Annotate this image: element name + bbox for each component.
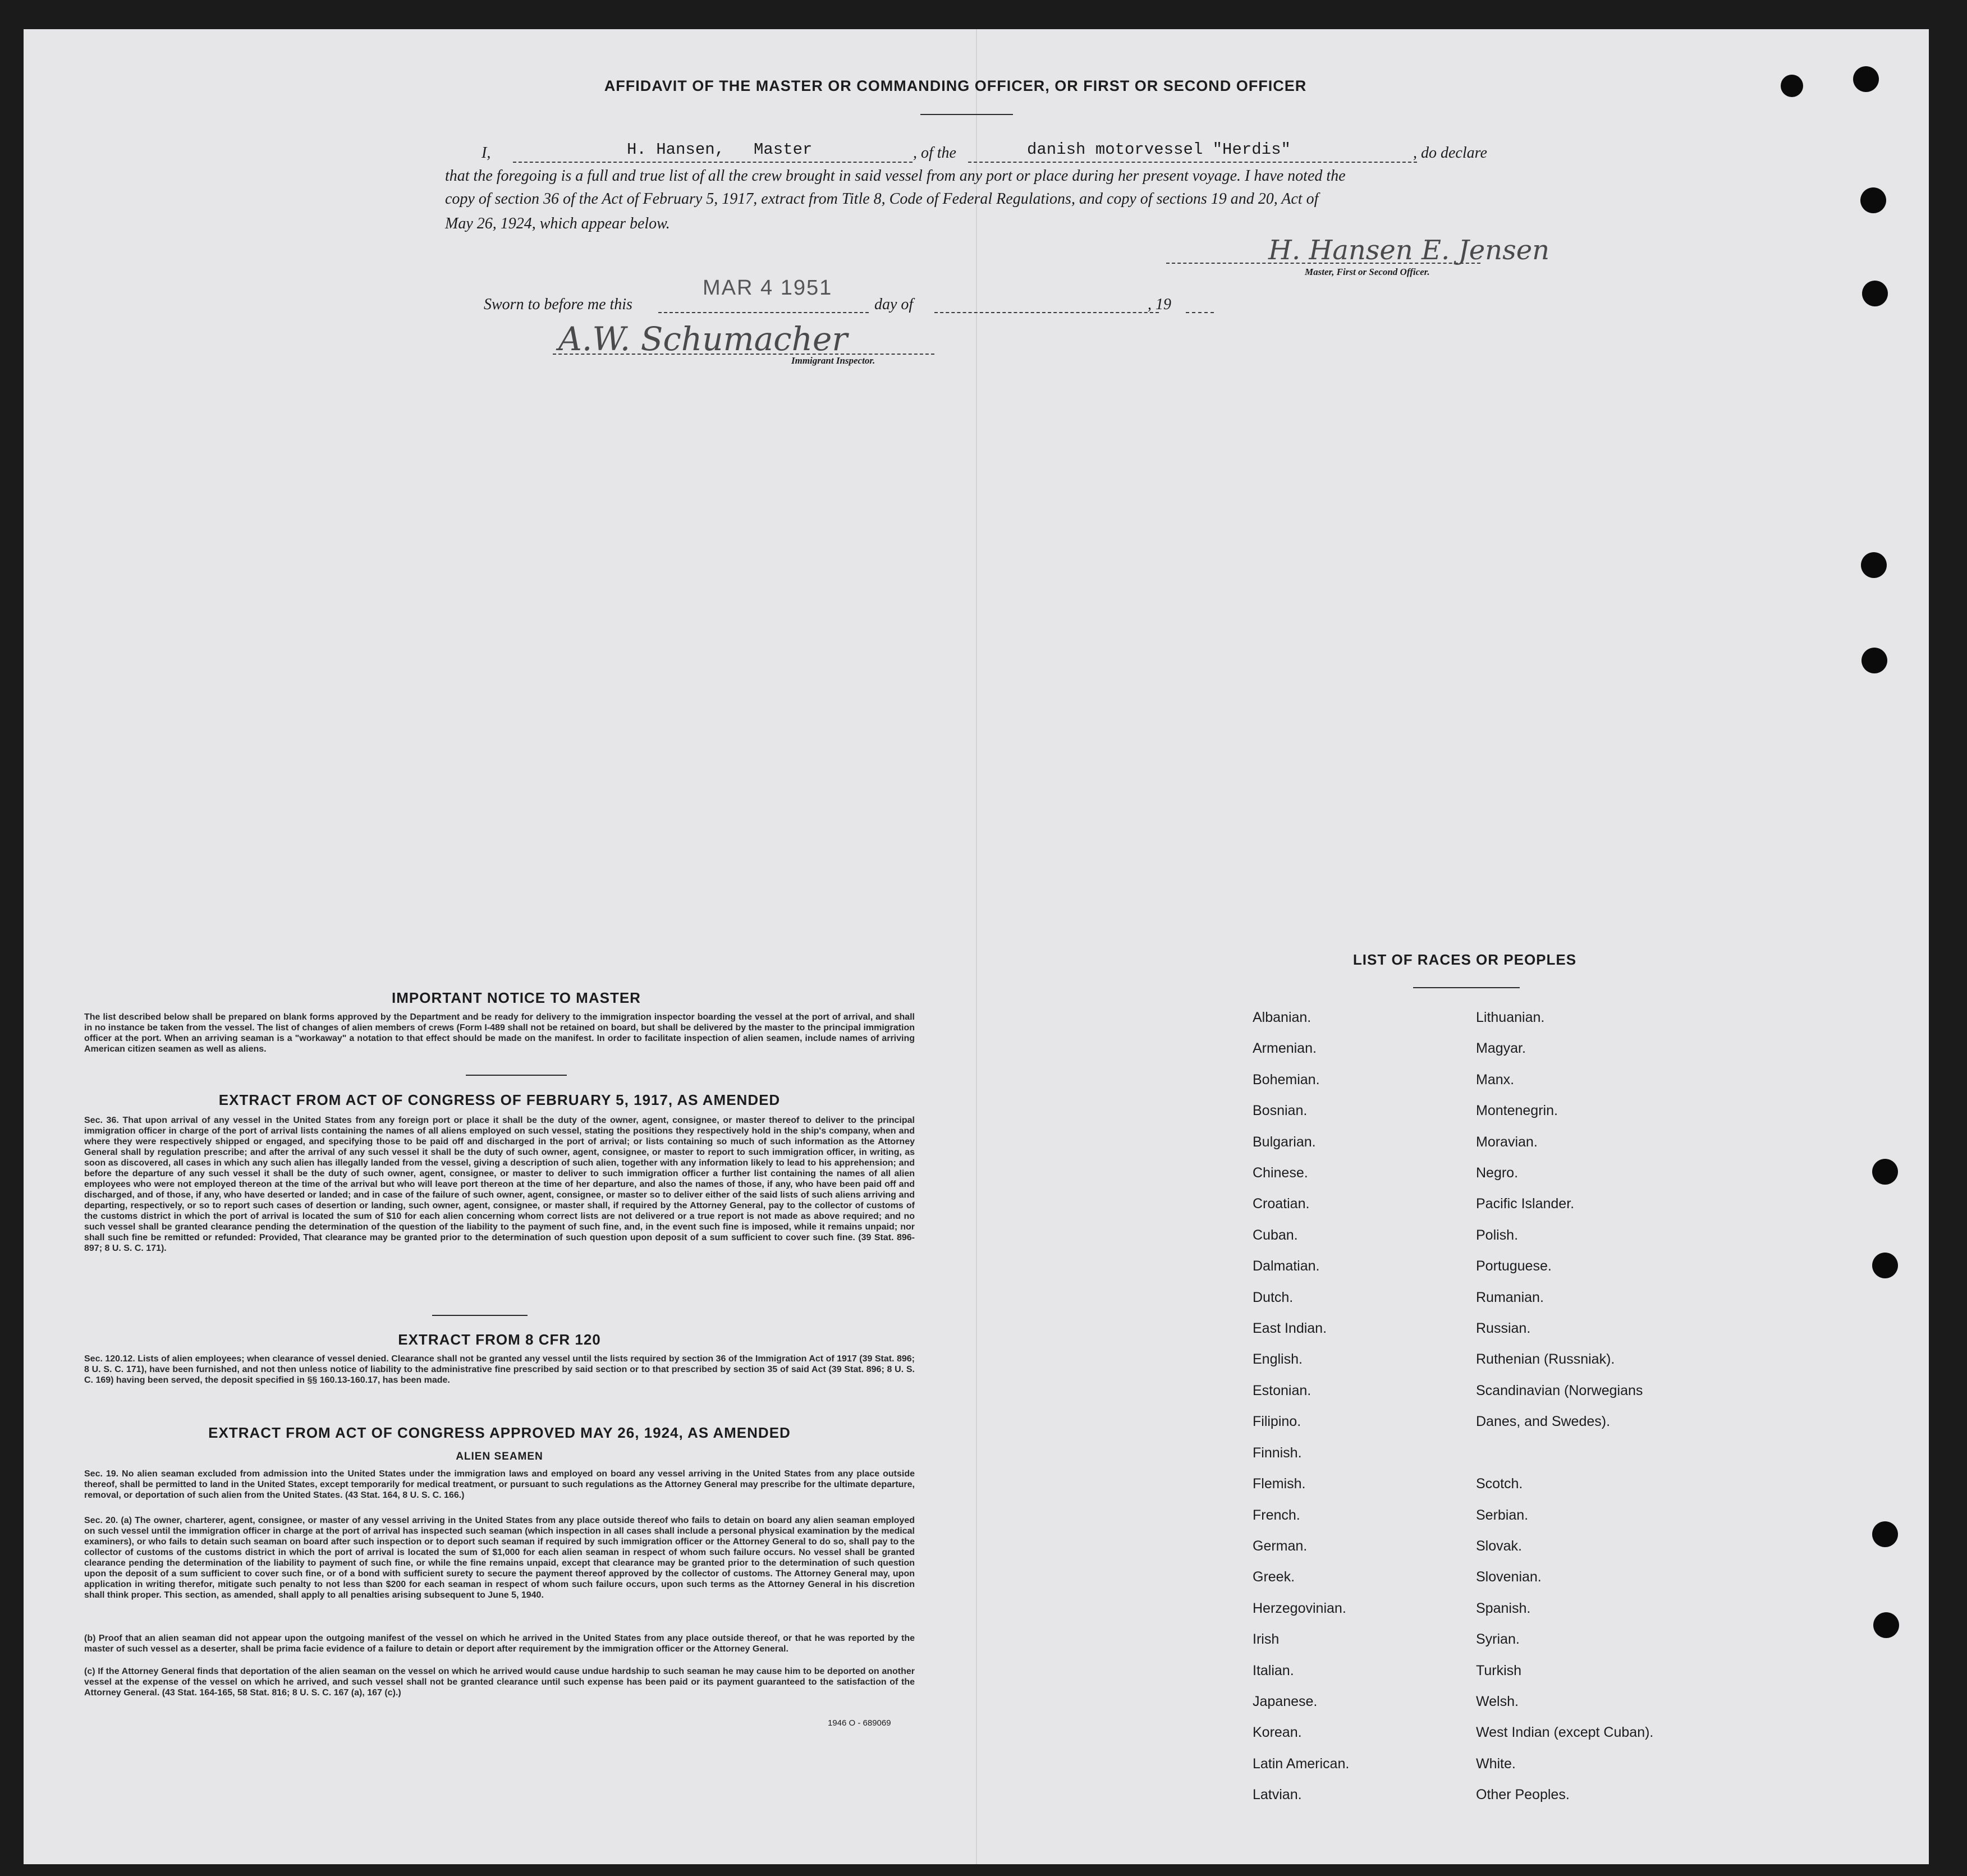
race-item: East Indian. [1253,1320,1327,1337]
races-divider [1413,987,1520,988]
race-item: Cuban. [1253,1227,1298,1243]
race-item: Dutch. [1253,1289,1294,1305]
punch-hole [1860,187,1886,213]
cfr-text: Sec. 120.12. Lists of alien employees; when clearance of vessel denied. Clearance shall not be granted any vessel until the lists required by section 36 of the Immigration Act of 1917 (39 Stat. 896; 8 U. S. C. 171), have been furnished, and not then unless notice of liability to the administrative fine prescribed by said section or to that prescribed by section 35 of said Act (39 Stat. 896; 8 U. S. C. 169) having been served, the deposit specified in §§ 160.13-160.17, has been made. [84,1354,915,1385]
race-item: Portuguese. [1476,1258,1552,1274]
race-item: French. [1253,1507,1300,1523]
race-item: Greek. [1253,1569,1295,1585]
print-code: 1946 O - 689069 [828,1718,891,1728]
race-item: English. [1253,1351,1303,1368]
race-item: Finnish. [1253,1444,1302,1461]
punch-hole [1872,1521,1898,1547]
sec20c-text: (c) If the Attorney General finds that deportation of the alien seaman on the vessel on which he arrived would cause undue hardship to such seaman he may cause him to be deported on another vessel at the expense of the vessel on which he arrived, and such vessel shall not be granted clearance until such expense has been paid or its payment guaranteed to the satisfaction of the Attorney General. (43 Stat. 164-165, 58 Stat. 816; 8 U. S. C. 167 (a), 167 (c).) [84,1667,915,1698]
master-name: H. Hansen, [627,140,725,159]
divider [432,1315,528,1316]
race-item: Manx. [1476,1071,1515,1088]
master-rank: Master [754,140,813,159]
punch-hole [1861,648,1887,673]
punch-hole [1872,1253,1898,1278]
race-item: Other Peoples. [1476,1787,1570,1803]
of-label: , of the [913,144,956,162]
punch-hole [1781,75,1803,97]
affidavit-line3: copy of section 36 of the Act of February 5, 1917, extract from Title 8, Code of Federal Regulations, and copy of sections 19 and 20, Act of [445,190,1319,208]
line1-prefix: I, [482,144,491,162]
race-item: Lithuanian. [1476,1010,1545,1025]
day-of-label: day of [874,296,914,313]
date-stamp: MAR 4 1951 [703,276,833,300]
race-item: Armenian. [1253,1040,1317,1057]
race-item: Italian. [1253,1662,1294,1678]
sec20a-text: Sec. 20. (a) The owner, charterer, agent, consignee, or master of any vessel arriving in the United States from any place outside thereof who fails to detain on board any alien seaman employed on such vessel until the immigration officer in charge at the port of arrival has inspected such seaman (which inspection in all cases shall include a personal physical examination by the medical examiners), or who fails to detain such seaman on board after such inspection or to deport such seaman if required by such immigration officer or the Attorney General to do so, shall pay to the collector of customs of the customs district in which the port of arrival is located the sum of $1,000 for each alien seaman in respect of whom such failure occurs. No vessel shall be granted clearance pending the determination of the liability to payment of such fine, or while the fine remains unpaid, except that clearance may be granted prior to the determination of such question upon the deposit of a sum sufficient to cover such fine, or of a bond with sufficient surety to secure the payment thereof approved by the collector of customs. The Attorney General may, upon application in writing therefor, mitigate such penalty to not less than $200 for each seaman in respect of whom such failure occurs, upon such terms as the Attorney General in his discretion shall think proper. This section, as amended, shall apply to all penalties arising subsequent to June 5, 1940. [84,1516,915,1600]
races-column-1 [1253,1002,1455,1811]
race-item: Negro. [1476,1165,1519,1181]
race-item: Chinese. [1253,1165,1308,1181]
notice-title: IMPORTANT NOTICE TO MASTER [392,989,641,1006]
race-item: Estonian. [1253,1382,1312,1398]
race-item: Slovenian. [1476,1569,1542,1585]
fold-crease [976,29,977,1864]
affidavit-line4: May 26, 1924, which appear below. [445,215,670,232]
master-signature: H. Hansen E. Jensen [1268,235,1550,266]
extract-1917-text: Sec. 36. That upon arrival of any vessel in the United States from any foreign port or place it shall be the duty of the owner, agent, consignee, or master thereof to deliver to the principal immigration officer in charge of the port of arrival lists containing the names of all aliens employed on such vessel, stating the positions they respectively hold in the ship's company, when and where they were respectively shipped or engaged, and specifying those to be paid off and discharged in the port of arrival; or lists containing so much of such information as the Attorney General shall by regulation prescribe; and after the arrival of any such vessel it shall be the duty of such owner, agent, consignee, or master to report to such immigration officer, in writing, as soon as discovered, all cases in which any such alien has illegally landed from the vessel, giving a description of such alien, together with any information likely to lead to his apprehension; and before the departure of any such vessel it shall be the duty of such owner, agent, consignee, or master to deliver to such immigration officer a further list containing the names of all alien employees who were not employed thereon at the time of the arrival but who will leave port thereon at the time of her departure, and also the names of those, if any, who have been paid off and discharged, and of those, if any, who have deserted or landed; and in case of the failure of such owner, agent, consignee, or master so to deliver either of the said lists of such aliens arriving and departing, respectively, or so to report such cases of desertion or landing, such owner, agent, consignee, or master shall, if required by the Attorney General, pay to the collector of customs of the customs district in which the port of arrival is located the sum of $10 for each alien concerning whom correct lists are not delivered or a true report is not made as above required; and no such vessel shall be granted clearance pending the determination of the question of the liability to the payment of such fine, and, in the event such fine is imposed, while it remains unpaid; nor shall such fine be remitted or refunded: Provided, That clearance may be granted prior to the determination of such question upon deposit of a sum sufficient to cover such fine. (39 Stat. 896-897; 8 U. S. C. 171). [84,1116,915,1253]
race-item [1476,1438,1790,1469]
vessel-name: danish motorvessel "Herdis" [1027,140,1291,159]
race-item: Syrian. [1476,1631,1520,1648]
race-item: West Indian (except Cuban). [1476,1724,1654,1741]
race-item: Slovak. [1476,1538,1522,1554]
sec20b-text: (b) Proof that an alien seaman did not appear upon the outgoing manifest of the vessel on which he arrived in the United States from any place outside thereof, or that he was reported by the master of such vessel as a deserter, shall be prima facie evidence of a failure to detain or deport after requirement by the immigration officer or the Attorney General. [84,1634,915,1654]
title-underline [920,114,1013,115]
sworn-dotline [658,312,869,313]
race-item: Albanian. [1253,1010,1312,1025]
race-item: Flemish. [1253,1476,1306,1492]
sec19-text: Sec. 19. No alien seaman excluded from admission into the United States under the immigration laws and employed on board any vessel arriving in the United States from any place outside thereof, shall be permitted to land in the United States, except temporarily for medical treatment, or pursuant to such regulations as the Attorney General may prescribe for the ultimate departure, removal, or deportation of such alien from the United States. (43 Stat. 164, 8 U. S. C. 166.) [84,1469,915,1500]
divider [466,1075,567,1076]
race-item: Russian. [1476,1320,1531,1337]
punch-hole [1853,66,1879,92]
dayof-dotline [934,312,1159,313]
inspector-caption: Immigrant Inspector. [791,355,875,366]
race-item: Polish. [1476,1227,1519,1243]
race-item: Rumanian. [1476,1289,1544,1305]
year-dotline [1186,312,1214,313]
race-item: Serbian. [1476,1507,1529,1523]
inspector-signature: A.W. Schumacher [558,320,848,358]
race-item: Latvian. [1253,1787,1302,1803]
race-item: Japanese. [1253,1693,1318,1709]
races-title: LIST OF RACES OR PEOPLES [1352,951,1577,968]
alien-seamen-subtitle: ALIEN SEAMEN [456,1451,543,1462]
race-item: Herzegovinian. [1253,1600,1346,1616]
extract-1924-title: EXTRACT FROM ACT OF CONGRESS APPROVED MAY 26, 1924, AS AMENDED [208,1424,791,1441]
master-caption: Master, First or Second Officer. [1305,267,1430,277]
race-item: Korean. [1253,1724,1302,1741]
race-item: Dalmatian. [1253,1258,1320,1274]
punch-hole [1862,281,1888,306]
race-item: Croatian. [1253,1196,1310,1212]
cfr-title: EXTRACT FROM 8 CFR 120 [398,1331,601,1348]
punch-hole [1861,552,1887,578]
race-item: Bosnian. [1253,1103,1308,1119]
vessel-dotline [968,162,1417,163]
race-item: Montenegrin. [1476,1103,1558,1119]
race-item: Bohemian. [1253,1071,1320,1088]
year-label: , 19 [1148,296,1171,313]
race-item: Ruthenian (Russniak). [1476,1351,1615,1368]
race-item: Welsh. [1476,1693,1519,1709]
race-item: Pacific Islander. [1476,1196,1575,1212]
punch-hole [1873,1612,1899,1638]
race-item: Magyar. [1476,1040,1526,1057]
master-name-dotline [513,162,913,163]
race-item: Scandinavian (Norwegians Danes, and Swedes). [1476,1382,1643,1430]
sworn-label: Sworn to before me this [484,296,632,313]
affidavit-line2: that the foregoing is a full and true list of all the crew brought in said vessel from any port or place during her present voyage. I have noted the [445,167,1346,185]
races-column-2 [1476,1002,1790,1811]
race-item: Filipino. [1253,1414,1301,1430]
affidavit-title: AFFIDAVIT OF THE MASTER OR COMMANDING OFFICER, OR FIRST OR SECOND OFFICER [604,77,1307,94]
race-item: Turkish [1476,1662,1522,1678]
notice-text: The list described below shall be prepared on blank forms approved by the Department and be ready for delivery to the immigration inspector boarding the vessel at the port of arrival, and shall in no instance be taken from the vessel. The list of changes of alien members of crews (Form I-489 shall not be retained on board, but shall be delivered by the master to the principal immigration officer at the port. When an arriving seaman is a "workaway" a notation to that effect should be made on the manifest. In order to facilitate inspection of alien seamen, include names of arriving American citizen seamen as well as aliens. [84,1012,915,1054]
race-item: Irish [1253,1631,1280,1648]
race-item: Latin American. [1253,1755,1350,1772]
race-item: White. [1476,1755,1516,1772]
race-item: German. [1253,1538,1308,1554]
extract-1917-title: EXTRACT FROM ACT OF CONGRESS OF FEBRUARY 5, 1917, AS AMENDED [218,1091,781,1108]
punch-hole [1872,1159,1898,1185]
race-item: Moravian. [1476,1134,1538,1150]
race-item: Spanish. [1476,1600,1531,1616]
race-item: Scotch. [1476,1476,1523,1492]
declare-label: , do declare [1413,144,1487,162]
race-item: Bulgarian. [1253,1134,1316,1150]
